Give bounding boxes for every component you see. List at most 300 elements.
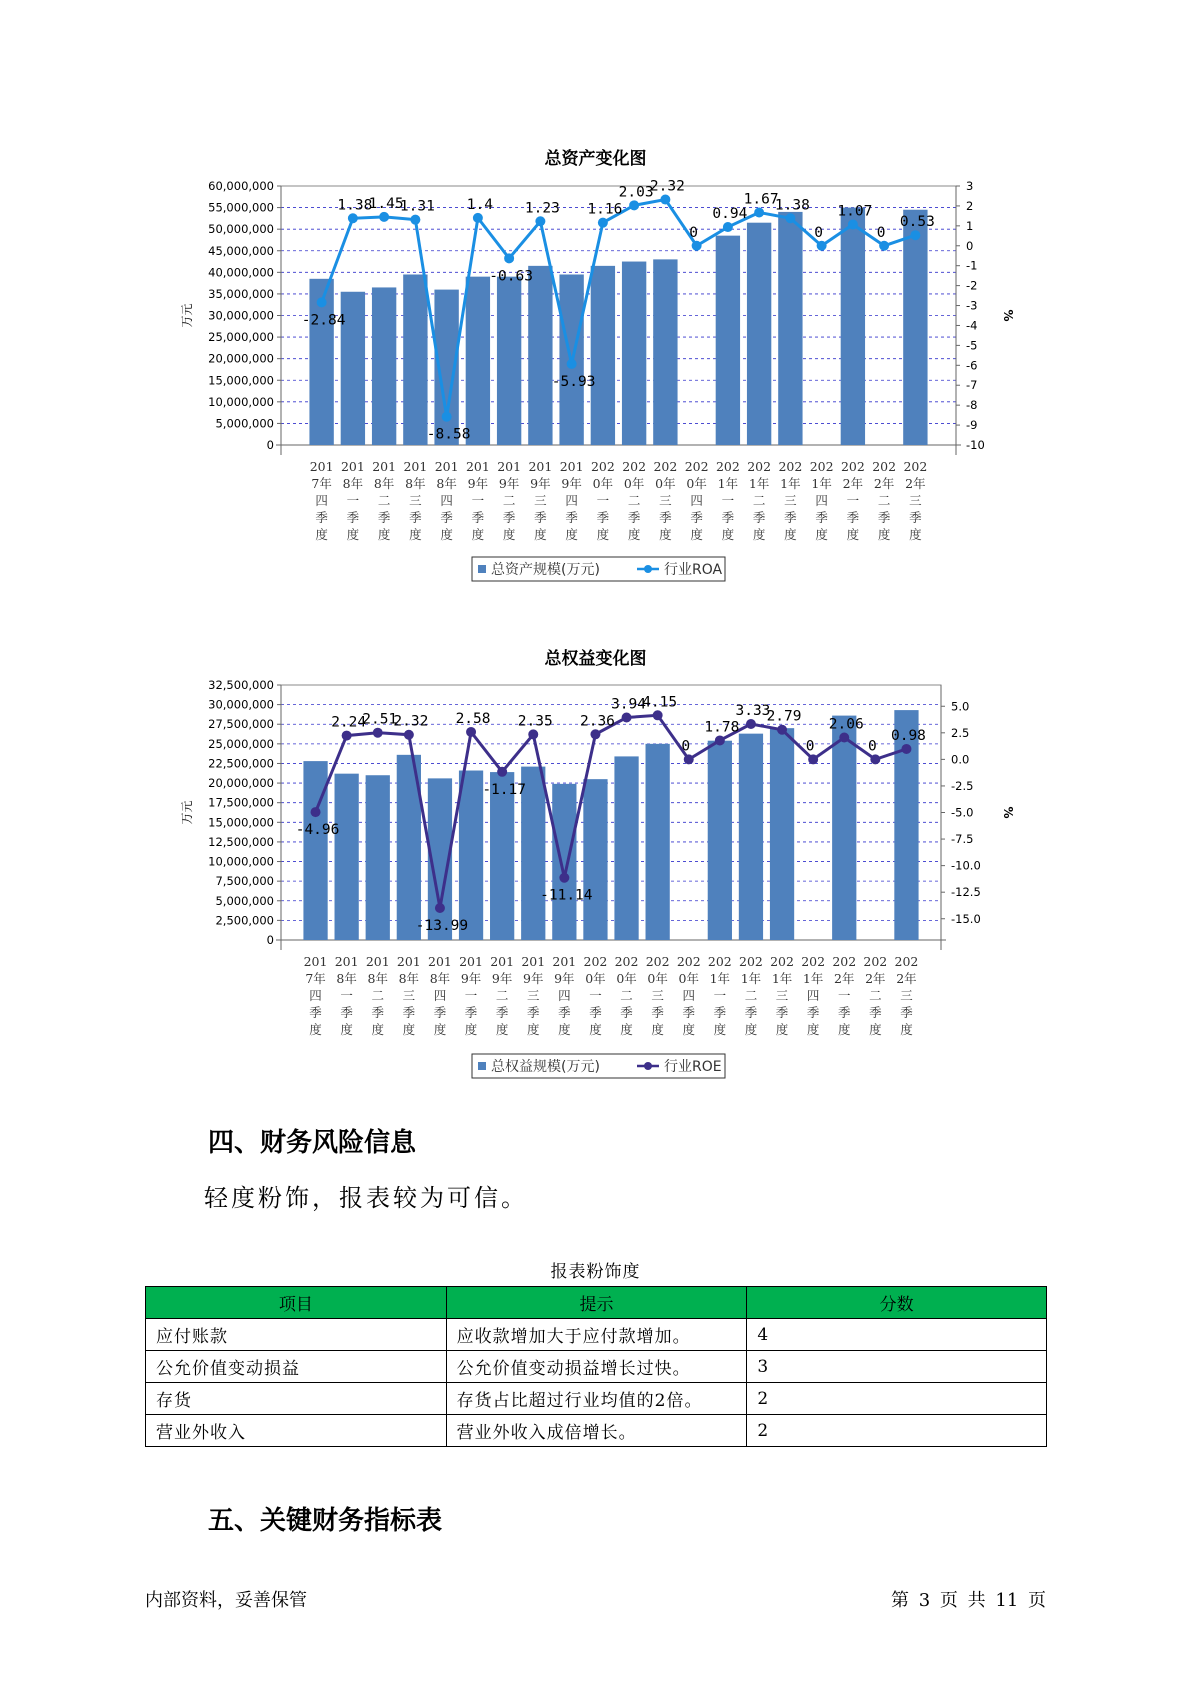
- bar: [646, 744, 670, 940]
- x-tick-label: 2年: [842, 476, 864, 491]
- x-tick-label: 度: [651, 1022, 664, 1037]
- risk-table: [145, 1286, 1047, 1447]
- x-tick-label: 202: [684, 459, 709, 474]
- table-header-row: [146, 1287, 1047, 1319]
- x-tick-label: 9年: [498, 476, 520, 491]
- table-cell: 2: [747, 1383, 1047, 1415]
- x-tick-label: 8年: [436, 476, 457, 491]
- x-tick-label: 1年: [771, 971, 793, 986]
- x-tick-label: 9年: [530, 476, 551, 491]
- x-tick-label: 201: [434, 459, 459, 474]
- x-tick-label: 2年: [905, 476, 926, 491]
- y2-tick-label: -12.5: [951, 885, 981, 900]
- y-tick-label: 12,500,000: [208, 834, 274, 849]
- x-tick-label: 1年: [717, 476, 739, 491]
- x-tick-label: 9年: [561, 476, 582, 491]
- data-label: 3.94: [611, 696, 647, 713]
- x-tick-label: 0年: [647, 971, 668, 986]
- x-tick-label: 度: [371, 1022, 385, 1037]
- x-tick-label: 二: [495, 988, 509, 1003]
- bar: [832, 716, 856, 940]
- line-point: [629, 200, 639, 210]
- x-tick-label: 度: [596, 527, 610, 542]
- y-tick-label: 55,000,000: [208, 200, 274, 215]
- data-label: 2.51: [362, 711, 398, 728]
- bar: [459, 771, 483, 940]
- x-tick-label: 季: [690, 510, 703, 525]
- x-tick-label: 二: [744, 988, 758, 1003]
- x-tick-label: 8年: [405, 476, 426, 491]
- y2-tick-label: -5: [966, 338, 978, 353]
- x-tick-label: 201: [528, 459, 553, 474]
- x-tick-label: 四: [309, 988, 322, 1003]
- line-point: [870, 754, 880, 764]
- x-tick-label: 202: [894, 954, 919, 969]
- line-point: [404, 730, 414, 740]
- equity-chart: [0, 630, 1191, 1095]
- x-tick-label: 202: [614, 954, 639, 969]
- x-tick-label: 四: [806, 988, 820, 1003]
- data-label: 1.07: [837, 203, 873, 220]
- bar: [552, 784, 576, 940]
- x-tick-label: 季: [909, 510, 922, 525]
- y-tick-label: 20,000,000: [208, 776, 274, 791]
- y-tick-label: 10,000,000: [208, 854, 274, 869]
- y2-tick-label: -10: [966, 438, 985, 452]
- line-point: [348, 213, 358, 223]
- y2-tick-label: -7.5: [951, 832, 974, 847]
- table-cell: 4: [747, 1319, 1047, 1351]
- x-tick-label: 二: [627, 493, 641, 508]
- x-tick-label: 季: [846, 510, 860, 525]
- x-tick-label: 202: [770, 954, 794, 969]
- x-tick-label: 三: [402, 988, 416, 1003]
- x-tick-label: 一: [596, 493, 610, 508]
- x-tick-label: 一: [464, 988, 478, 1003]
- x-tick-label: 季: [433, 1005, 447, 1020]
- y2-axis-label: %: [1001, 806, 1015, 819]
- chart-title: 总资产变化图: [544, 149, 647, 169]
- legend-label: 总权益规模(万元): [491, 1059, 600, 1075]
- x-tick-label: 201: [428, 954, 452, 969]
- y2-tick-label: -15.0: [951, 911, 981, 926]
- x-tick-label: 202: [590, 459, 615, 474]
- data-label: 1.78: [704, 719, 740, 736]
- bar: [366, 775, 390, 940]
- chart-title: 总权益变化图: [544, 649, 647, 669]
- y-axis-label: 万元: [180, 303, 194, 328]
- x-tick-label: 201: [365, 954, 390, 969]
- line-point: [723, 222, 733, 232]
- x-tick-label: 三: [526, 988, 540, 1003]
- line-point: [653, 710, 663, 720]
- x-tick-label: 202: [739, 954, 763, 969]
- x-tick-label: 201: [552, 954, 577, 969]
- x-tick-label: 201: [334, 954, 359, 969]
- x-tick-label: 三: [534, 493, 547, 508]
- legend-bar-swatch: [478, 1062, 486, 1070]
- x-tick-label: 季: [744, 1005, 758, 1020]
- x-tick-label: 四: [315, 493, 328, 508]
- y2-tick-label: 5.0: [951, 699, 970, 714]
- x-tick-label: 度: [558, 1022, 571, 1037]
- x-tick-label: 季: [752, 510, 766, 525]
- x-tick-label: 0年: [678, 971, 699, 986]
- x-tick-label: 季: [495, 1005, 509, 1020]
- data-label: 2.24: [331, 714, 367, 731]
- data-label: 1.67: [743, 191, 779, 208]
- x-tick-label: 201: [340, 459, 365, 474]
- x-tick-label: 三: [659, 493, 672, 508]
- data-label: -8.58: [426, 426, 471, 443]
- x-tick-label: 季: [806, 1005, 820, 1020]
- line-point: [317, 297, 327, 307]
- x-tick-label: 二: [877, 493, 891, 508]
- x-tick-label: 季: [877, 510, 891, 525]
- y-tick-label: 20,000,000: [208, 351, 274, 366]
- data-label: 2.58: [455, 710, 491, 727]
- x-tick-label: 度: [690, 527, 703, 542]
- legend-line-marker: [644, 565, 652, 573]
- y-axis-label: 万元: [180, 800, 194, 825]
- data-label: 0: [681, 738, 691, 755]
- bar: [778, 212, 802, 445]
- y-tick-label: 10,000,000: [208, 394, 274, 409]
- bar: [716, 236, 740, 445]
- table-header-cell: 项目: [146, 1287, 447, 1319]
- y-tick-label: 35,000,000: [208, 286, 274, 301]
- x-tick-label: 度: [784, 527, 797, 542]
- y-tick-label: 50,000,000: [208, 222, 274, 237]
- x-tick-label: 季: [596, 510, 610, 525]
- x-tick-label: 9年: [467, 476, 489, 491]
- line-point: [808, 754, 818, 764]
- y2-tick-label: -6: [966, 358, 978, 373]
- x-tick-label: 季: [589, 1005, 602, 1020]
- x-tick-label: 8年: [373, 476, 395, 491]
- y-tick-label: 22,500,000: [208, 756, 274, 771]
- data-label: -4.96: [295, 822, 340, 839]
- x-tick-label: 三: [909, 493, 922, 508]
- y2-tick-label: 2.5: [951, 725, 970, 740]
- x-tick-label: 202: [832, 954, 857, 969]
- x-tick-label: 四: [690, 493, 703, 508]
- x-tick-label: 三: [900, 988, 913, 1003]
- x-tick-label: 度: [495, 1022, 509, 1037]
- x-tick-label: 202: [676, 954, 701, 969]
- x-tick-label: 度: [440, 527, 453, 542]
- x-tick-label: 季: [315, 510, 328, 525]
- y-tick-label: 0: [266, 438, 274, 452]
- x-tick-label: 四: [440, 493, 453, 508]
- line-point: [590, 729, 600, 739]
- risk-summary-text: 轻度粉饰，报表较为可信。: [204, 1184, 528, 1212]
- data-label: 1.38: [337, 197, 373, 214]
- x-tick-label: 度: [682, 1022, 696, 1037]
- bar: [497, 277, 521, 445]
- data-label: 0.98: [890, 727, 926, 744]
- data-label: 2.36: [579, 713, 615, 730]
- line-point: [379, 212, 389, 222]
- data-label: 0.53: [899, 214, 935, 231]
- legend-label: 行业ROE: [664, 1059, 722, 1075]
- x-tick-label: 季: [471, 510, 485, 525]
- x-tick-label: 1年: [811, 476, 832, 491]
- y2-tick-label: -4: [966, 318, 978, 333]
- line-point: [410, 215, 420, 225]
- data-label: 0: [805, 738, 815, 755]
- x-tick-label: 季: [558, 1005, 571, 1020]
- x-tick-label: 度: [377, 527, 391, 542]
- x-tick-label: 一: [713, 988, 727, 1003]
- x-tick-label: 度: [846, 527, 860, 542]
- x-tick-label: 度: [877, 527, 891, 542]
- x-tick-label: 2年: [865, 971, 886, 986]
- x-tick-label: 2年: [834, 971, 855, 986]
- x-tick-label: 度: [900, 1022, 913, 1037]
- x-tick-label: 202: [653, 459, 678, 474]
- x-tick-label: 8年: [342, 476, 364, 491]
- x-tick-label: 度: [909, 527, 922, 542]
- data-label: -13.99: [415, 918, 469, 935]
- x-tick-label: 201: [396, 954, 421, 969]
- y2-axis-label: %: [1001, 309, 1015, 322]
- x-tick-label: 201: [459, 954, 483, 969]
- x-tick-label: 度: [659, 527, 672, 542]
- x-tick-label: 202: [645, 954, 670, 969]
- line-point: [817, 241, 827, 251]
- x-tick-label: 季: [775, 1005, 789, 1020]
- data-label: 2.32: [393, 713, 429, 730]
- table-cell: 公允价值变动损益增长过快。: [446, 1351, 747, 1383]
- x-tick-label: 202: [872, 459, 897, 474]
- x-tick-label: 202: [747, 459, 772, 474]
- x-tick-label: 度: [534, 527, 547, 542]
- assets-chart: [0, 130, 1191, 600]
- x-tick-label: 二: [377, 493, 391, 508]
- x-tick-label: 度: [409, 527, 422, 542]
- line-point: [848, 219, 858, 229]
- legend-line-marker: [644, 1062, 652, 1070]
- line-point: [528, 729, 538, 739]
- table-row: [146, 1415, 1047, 1447]
- x-tick-label: 201: [490, 954, 515, 969]
- line-point: [746, 719, 756, 729]
- data-label: 2.35: [517, 713, 553, 730]
- line-point: [535, 216, 545, 226]
- bar: [770, 728, 794, 940]
- bar: [622, 262, 646, 445]
- line-point: [497, 767, 507, 777]
- data-label: 2.06: [828, 716, 864, 733]
- x-tick-label: 季: [346, 510, 360, 525]
- bar: [708, 741, 732, 940]
- x-tick-label: 度: [752, 527, 766, 542]
- x-tick-label: 一: [589, 988, 602, 1003]
- x-tick-label: 季: [464, 1005, 478, 1020]
- y-tick-label: 5,000,000: [215, 893, 274, 908]
- bar: [903, 210, 927, 445]
- data-label: 4.15: [642, 694, 678, 711]
- x-tick-label: 度: [627, 527, 641, 542]
- x-tick-label: 202: [715, 459, 740, 474]
- table-cell: 营业外收入: [146, 1415, 447, 1447]
- bar: [739, 734, 763, 940]
- x-tick-label: 度: [806, 1022, 820, 1037]
- x-tick-label: 度: [565, 527, 578, 542]
- equity-chart-svg: [0, 630, 1191, 1095]
- line-point: [692, 241, 702, 251]
- y2-tick-label: 0.0: [951, 752, 970, 767]
- x-tick-label: 201: [309, 459, 334, 474]
- x-tick-label: 度: [620, 1022, 633, 1037]
- x-tick-label: 0年: [585, 971, 606, 986]
- x-tick-label: 季: [409, 510, 422, 525]
- y-tick-label: 15,000,000: [208, 373, 274, 388]
- x-tick-label: 一: [346, 493, 360, 508]
- y-tick-label: 60,000,000: [208, 179, 274, 193]
- y-tick-label: 0: [266, 933, 274, 947]
- x-tick-label: 季: [784, 510, 797, 525]
- y2-tick-label: -1: [966, 258, 978, 273]
- bar: [466, 277, 490, 445]
- x-tick-label: 四: [565, 493, 578, 508]
- line-point: [373, 728, 383, 738]
- y-tick-label: 25,000,000: [208, 330, 274, 345]
- y2-tick-label: 2: [966, 198, 974, 213]
- x-tick-label: 季: [659, 510, 672, 525]
- x-tick-label: 0年: [592, 476, 614, 491]
- table-header-cell: 提示: [446, 1287, 747, 1319]
- line-point: [715, 735, 725, 745]
- data-label: 0: [689, 224, 698, 241]
- assets-chart-svg: [0, 130, 1191, 600]
- line-point: [435, 903, 445, 913]
- bar: [403, 274, 427, 445]
- x-tick-label: 201: [303, 954, 328, 969]
- x-tick-label: 度: [309, 1022, 322, 1037]
- data-label: -1.17: [482, 781, 526, 798]
- table-header-cell: 分数: [747, 1287, 1047, 1319]
- footer-page-number: 第 3 页 共 11 页: [891, 1590, 1046, 1611]
- x-tick-label: 一: [721, 493, 735, 508]
- y-tick-label: 7,500,000: [215, 874, 274, 889]
- x-tick-label: 8年: [336, 971, 357, 986]
- x-tick-label: 季: [900, 1005, 913, 1020]
- data-label: -5.93: [551, 373, 596, 390]
- y2-tick-label: 1: [966, 218, 974, 233]
- x-tick-label: 一: [471, 493, 485, 508]
- x-tick-label: 202: [903, 459, 928, 474]
- x-tick-label: 202: [622, 459, 647, 474]
- x-tick-label: 201: [521, 954, 546, 969]
- x-tick-label: 201: [497, 459, 522, 474]
- line-point: [342, 731, 352, 741]
- line-point: [504, 253, 514, 263]
- x-tick-label: 201: [559, 459, 584, 474]
- x-tick-label: 度: [471, 527, 485, 542]
- x-tick-label: 季: [402, 1005, 416, 1020]
- y-tick-label: 5,000,000: [215, 416, 274, 431]
- data-label: -0.63: [489, 268, 533, 285]
- bar: [335, 774, 359, 940]
- x-tick-label: 三: [651, 988, 664, 1003]
- x-tick-label: 度: [526, 1022, 540, 1037]
- x-tick-label: 7年: [311, 476, 332, 491]
- data-label: 0.94: [712, 206, 748, 223]
- x-tick-label: 0年: [655, 476, 676, 491]
- y-tick-label: 27,500,000: [208, 717, 274, 732]
- footer-confidential: 内部资料，妥善保管: [145, 1590, 307, 1611]
- x-tick-label: 202: [583, 954, 608, 969]
- x-tick-label: 8年: [367, 971, 388, 986]
- bar: [591, 266, 615, 445]
- line-point: [839, 732, 849, 742]
- x-tick-label: 四: [815, 493, 828, 508]
- legend-label: 行业ROA: [664, 562, 723, 578]
- x-tick-label: 9年: [523, 971, 544, 986]
- x-tick-label: 季: [502, 510, 516, 525]
- data-label: 0: [876, 224, 886, 241]
- x-tick-label: 度: [315, 527, 328, 542]
- x-tick-label: 季: [651, 1005, 664, 1020]
- x-tick-label: 度: [589, 1022, 602, 1037]
- x-tick-label: 8年: [398, 971, 420, 986]
- x-tick-label: 三: [775, 988, 789, 1003]
- data-label: 1.23: [524, 200, 560, 217]
- table-caption: 报表粉饰度: [550, 1262, 641, 1282]
- y2-tick-label: -2: [966, 278, 978, 293]
- line-point: [442, 412, 452, 422]
- table-cell: 营业外收入成倍增长。: [446, 1415, 747, 1447]
- line-point: [879, 241, 889, 251]
- y-tick-label: 30,000,000: [208, 308, 274, 323]
- x-tick-label: 1年: [709, 971, 731, 986]
- x-tick-label: 度: [744, 1022, 758, 1037]
- x-tick-label: 度: [464, 1022, 478, 1037]
- x-tick-label: 202: [707, 954, 732, 969]
- table-cell: 3: [747, 1351, 1047, 1383]
- bar: [747, 223, 771, 445]
- x-tick-label: 度: [340, 1022, 353, 1037]
- x-tick-label: 季: [371, 1005, 385, 1020]
- y-tick-label: 45,000,000: [208, 243, 274, 258]
- bar: [583, 779, 607, 940]
- x-tick-label: 202: [778, 459, 803, 474]
- data-label: 2.79: [766, 708, 802, 725]
- x-tick-label: 9年: [554, 971, 575, 986]
- x-tick-label: 1年: [740, 971, 762, 986]
- table-cell: 2: [747, 1415, 1047, 1447]
- data-label: 0: [814, 224, 823, 241]
- x-tick-label: 三: [409, 493, 422, 508]
- x-tick-label: 202: [809, 459, 834, 474]
- bar: [653, 259, 677, 445]
- line-point: [311, 807, 321, 817]
- bar: [372, 287, 396, 445]
- line-point: [777, 725, 787, 735]
- x-tick-label: 季: [721, 510, 735, 525]
- data-label: 1.31: [399, 198, 435, 215]
- line-point: [622, 713, 632, 723]
- x-tick-label: 202: [863, 954, 888, 969]
- data-label: -11.14: [540, 887, 593, 904]
- y2-tick-label: -8: [966, 398, 978, 413]
- legend-bar-swatch: [478, 565, 486, 573]
- x-tick-label: 202: [801, 954, 826, 969]
- x-tick-label: 0年: [686, 476, 707, 491]
- y-tick-label: 15,000,000: [208, 815, 274, 830]
